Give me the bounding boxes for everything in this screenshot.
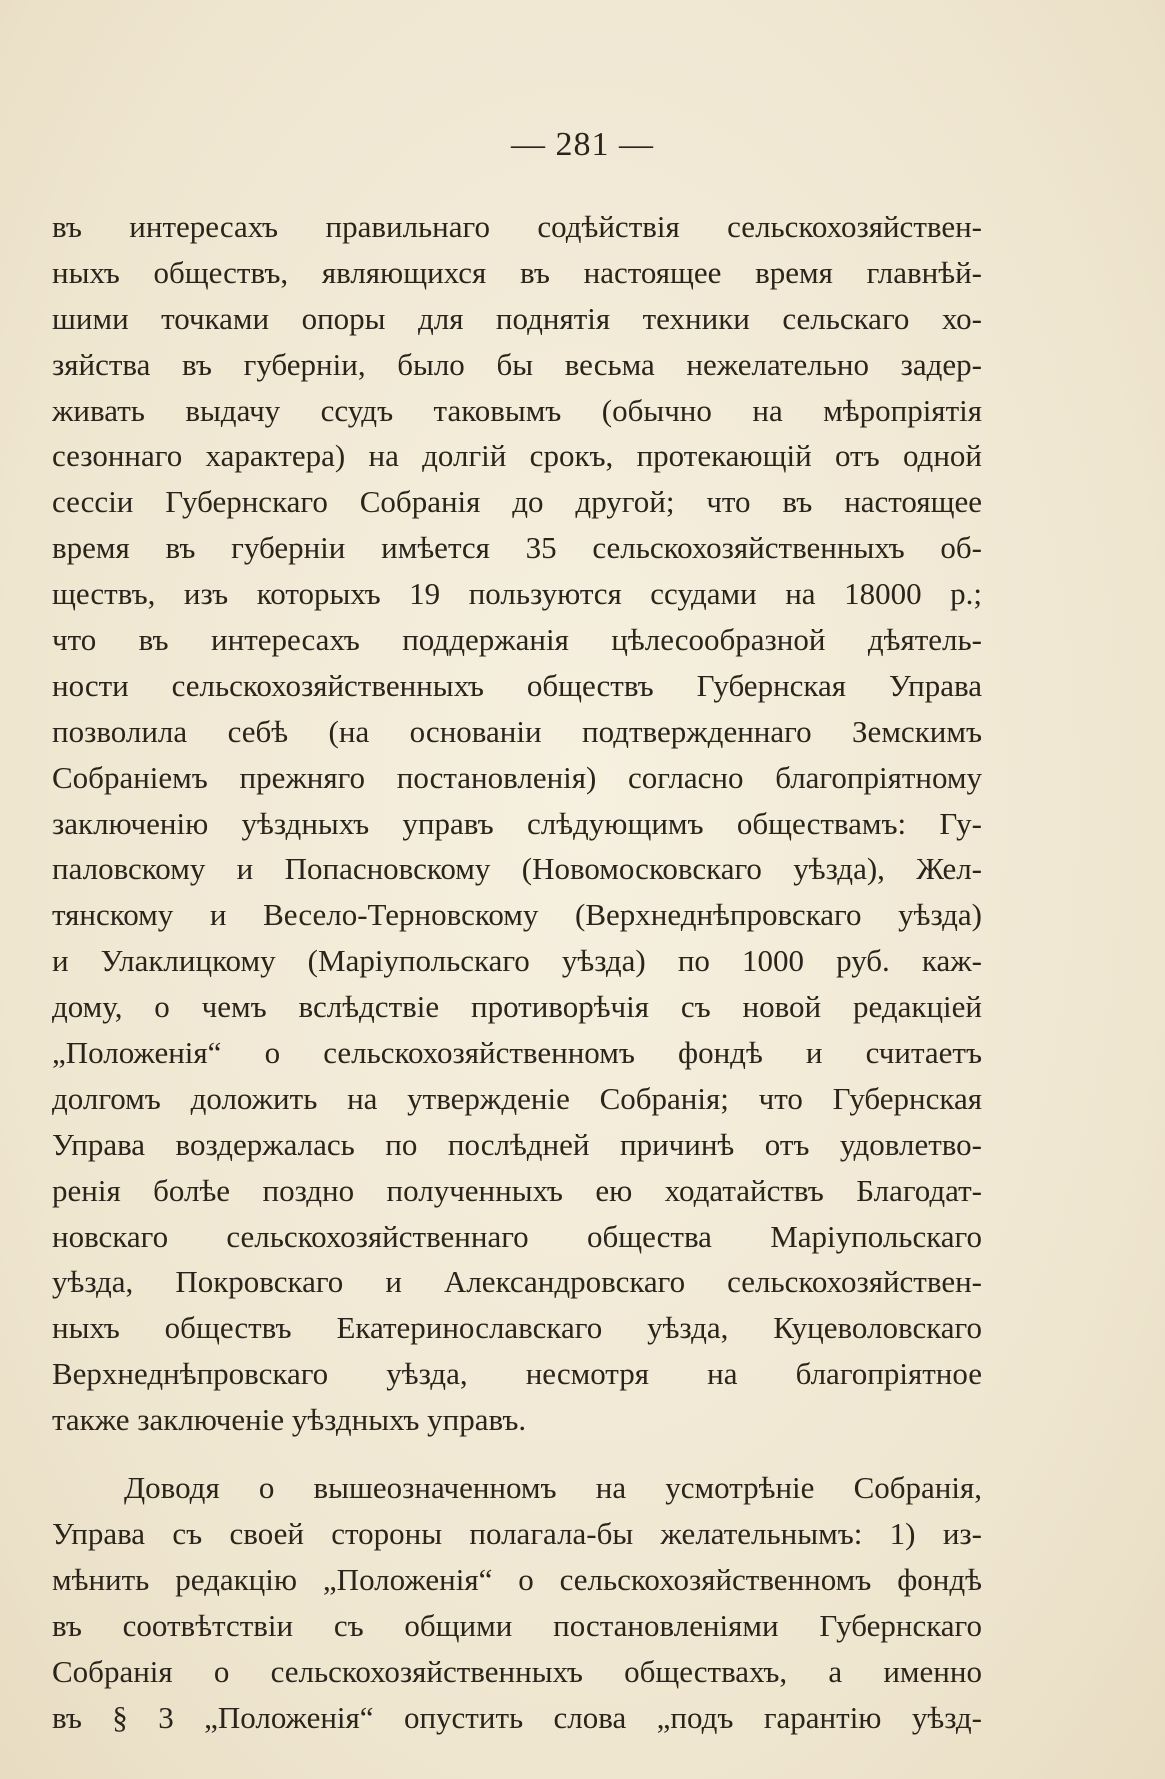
- text-line: живать выдачу ссудъ таковымъ (обычно на мѣропріятія: [52, 392, 982, 428]
- text-line: что въ интересахъ поддержанія цѣлесообразной дѣятель-: [52, 622, 982, 658]
- text-line: въ интересахъ правильнаго содѣйствія сельскохозяйствен-: [52, 209, 982, 244]
- text-line: новскаго сельскохозяйственнаго общества Маріупольскаго: [52, 1218, 982, 1254]
- text-line: сезоннаго характера) на долгій срокъ, протекающій отъ одной: [52, 438, 982, 474]
- text-line: Собраніемъ прежняго постановленія) согласно благопріятному: [52, 759, 982, 795]
- text-line: дому, о чемъ вслѣдствіе противорѣчія съ новой редакціей: [52, 989, 982, 1025]
- text-line: Доводя о вышеозначенномъ на усмотрѣніе Собранія,: [124, 1470, 982, 1506]
- text-line: Управа съ своей стороны полагала-бы желательнымъ: 1) из-: [52, 1515, 982, 1551]
- text-line: мѣнить редакцію „Положенія“ о сельскохозяйственномъ фондѣ: [52, 1561, 982, 1597]
- text-line: въ соотвѣтствіи съ общими постановленіями Губернскаго: [52, 1607, 982, 1643]
- text-line: паловскому и Попасновскому (Новомосковскаго уѣзда), Жел-: [52, 851, 982, 887]
- text-line: зяйства въ губерніи, было бы весьма нежелательно задер-: [52, 346, 982, 382]
- text-line: ренія болѣе поздно полученныхъ ею ходатайствъ Благодат-: [52, 1172, 982, 1208]
- text-line: уѣзда, Покровскаго и Александровскаго сельскохозяйствен-: [52, 1264, 982, 1300]
- text-line: Верхнеднѣпровскаго уѣзда, несмотря на благопріятное: [52, 1356, 982, 1392]
- text-line: сессіи Губернскаго Собранія до другой; что въ настоящее: [52, 484, 982, 520]
- body-text: [52, 204, 982, 1740]
- text-line: заключенію уѣздныхъ управъ слѣдующимъ обществамъ: Гу-: [52, 805, 982, 841]
- text-line: и Улаклицкому (Маріупольскаго уѣзда) по 1000 руб. каж-: [52, 943, 982, 979]
- text-line: „Положенія“ о сельскохозяйственномъ фондѣ и считаетъ: [52, 1035, 982, 1071]
- text-line: Управа воздержалась по послѣдней причинѣ отъ удовлетво-: [52, 1126, 982, 1162]
- text-line: Собранія о сельскохозяйственныхъ обществахъ, а именно: [52, 1653, 982, 1689]
- text-line: шими точками опоры для поднятія техники сельскаго хо-: [52, 300, 982, 336]
- text-line: ществъ, изъ которыхъ 19 пользуются ссудами на 18000 р.;: [52, 576, 982, 612]
- text-line: долгомъ доложить на утвержденіе Собранія; что Губернская: [52, 1080, 982, 1116]
- text-line: время въ губерніи имѣется 35 сельскохозяйственныхъ об-: [52, 530, 982, 566]
- text-line: ныхъ обществъ Екатеринославскаго уѣзда, Куцеволовскаго: [52, 1310, 982, 1346]
- text-line: въ § 3 „Положенія“ опустить слова „подъ гарантію уѣзд-: [52, 1699, 982, 1735]
- text-line: также заключеніе уѣздныхъ управъ.: [52, 1402, 527, 1438]
- text-line: ности сельскохозяйственныхъ обществъ Губернская Управа: [52, 667, 982, 703]
- paragraph-1: [52, 204, 982, 1443]
- text-line: тянскому и Весело-Терновскому (Верхнеднѣпровскаго уѣзда): [52, 897, 982, 933]
- text-line: позволила себѣ (на основаніи подтвержденнаго Земскимъ: [52, 713, 982, 749]
- text-line: ныхъ обществъ, являющихся въ настоящее время главнѣй-: [52, 254, 982, 290]
- paragraph-2: [52, 1465, 982, 1740]
- page-number: — 281 —: [511, 126, 654, 163]
